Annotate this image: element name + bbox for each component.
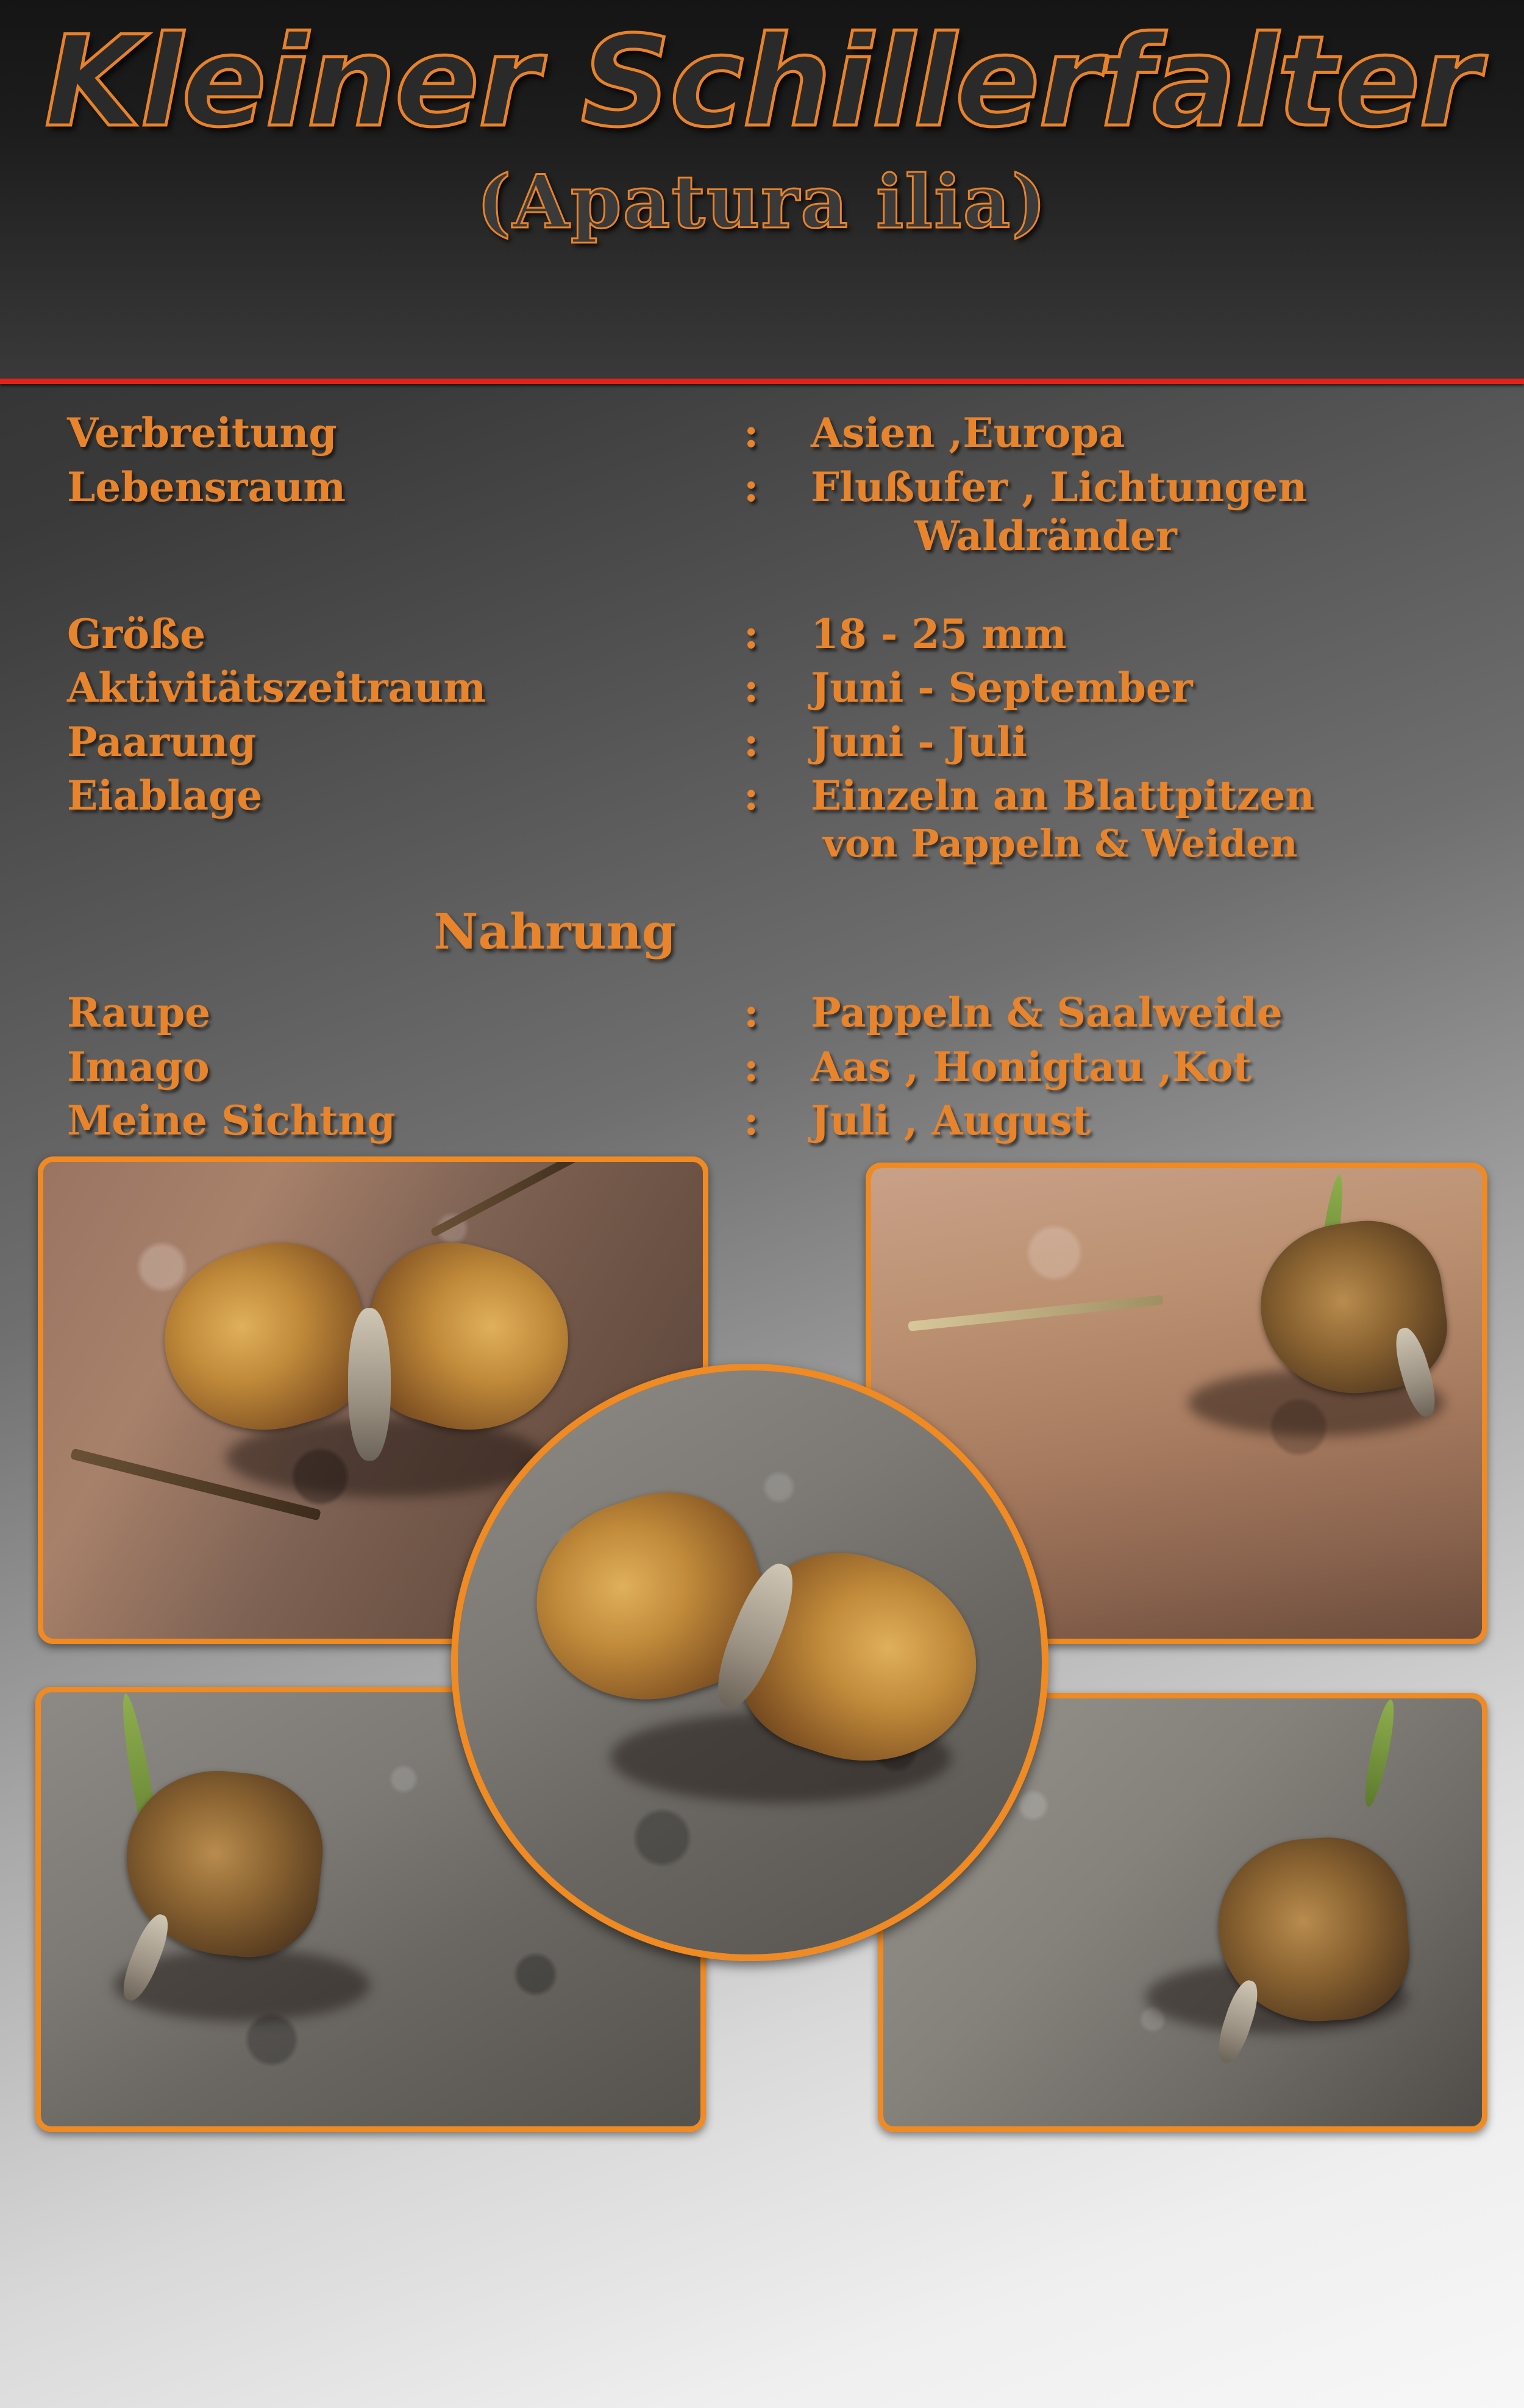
butterfly-body xyxy=(348,1308,391,1461)
butterfly-subject xyxy=(1200,1839,1432,2070)
fact-colon: : xyxy=(744,718,759,766)
fact-value: 18 - 25 mm xyxy=(811,610,1067,658)
butterfly-body xyxy=(1212,1976,1264,2066)
fact-value xyxy=(811,463,1524,561)
page-subtitle: (Apatura ilia) xyxy=(476,159,1048,246)
section-title-nahrung: Nahrung xyxy=(433,903,676,961)
fact-label: Paarung xyxy=(67,718,257,766)
fact-value-line2: von Pappeln & Weiden xyxy=(823,821,1298,866)
nahrung-value: Aas , Honigtau ,Kot xyxy=(811,1042,1252,1091)
butterfly-subject xyxy=(1249,1223,1456,1424)
fact-row-groesse xyxy=(0,610,1524,659)
nahrung-row-imago xyxy=(0,1042,1524,1092)
fact-row-aktivitaetszeitraum xyxy=(0,663,1524,713)
fact-row-eiablage xyxy=(0,771,1524,866)
nahrung-label: Imago xyxy=(67,1042,210,1091)
butterfly-subject xyxy=(537,1486,988,1803)
fact-label: Eiablage xyxy=(67,772,263,820)
nahrung-colon: : xyxy=(744,1042,759,1091)
nahrung-label: Meine Sichtng xyxy=(67,1097,396,1145)
fact-value-line1: Einzeln an Blattpitzen xyxy=(811,772,1315,820)
poster-header xyxy=(0,0,1524,384)
fact-row-lebensraum xyxy=(0,463,1524,561)
twig-detail xyxy=(908,1295,1163,1331)
photo-collage xyxy=(0,1156,1524,2132)
photo-butterfly-open-wings-circle xyxy=(451,1364,1049,1961)
photo-background xyxy=(458,1370,1042,1954)
fact-colon: : xyxy=(744,664,759,712)
nahrung-value: Juli , August xyxy=(811,1097,1091,1145)
fact-value-line2: Waldränder xyxy=(914,512,1177,560)
nahrung-label: Raupe xyxy=(67,989,211,1037)
fact-value-line1: Flußufer , Lichtungen xyxy=(811,463,1308,511)
fact-label: Größe xyxy=(67,610,206,658)
fact-row-verbreitung xyxy=(0,408,1524,458)
fact-colon: : xyxy=(744,772,759,820)
spacer xyxy=(0,566,1524,610)
twig-detail xyxy=(430,1156,595,1238)
nahrung-value: Pappeln & Saalweide xyxy=(811,989,1283,1037)
fact-value: Asien ,Europa xyxy=(811,409,1125,457)
butterfly-subject xyxy=(120,1772,352,1991)
butterfly-body xyxy=(116,1910,176,2005)
nahrung-row-raupe xyxy=(0,988,1524,1038)
fact-list xyxy=(0,384,1524,1145)
fact-label: Lebensraum xyxy=(67,463,346,511)
grass-detail xyxy=(1360,1698,1400,1809)
page-title: Kleiner Schillerfalter xyxy=(45,10,1479,155)
fact-value: Juni - September xyxy=(811,664,1193,712)
fact-label: Aktivitätszeitraum xyxy=(67,664,486,712)
fact-colon: : xyxy=(744,610,759,658)
fact-row-paarung xyxy=(0,718,1524,767)
fact-colon: : xyxy=(744,409,759,457)
fact-value: Juni - Juli xyxy=(811,718,1027,766)
header-divider xyxy=(0,379,1524,384)
nahrung-colon: : xyxy=(744,1097,759,1145)
butterfly-subject xyxy=(165,1235,580,1491)
nahrung-colon: : xyxy=(744,989,759,1037)
fact-value xyxy=(811,771,1524,866)
fact-label: Verbreitung xyxy=(67,409,337,457)
nahrung-row-meine-sichtung xyxy=(0,1096,1524,1145)
fact-colon: : xyxy=(744,463,759,511)
